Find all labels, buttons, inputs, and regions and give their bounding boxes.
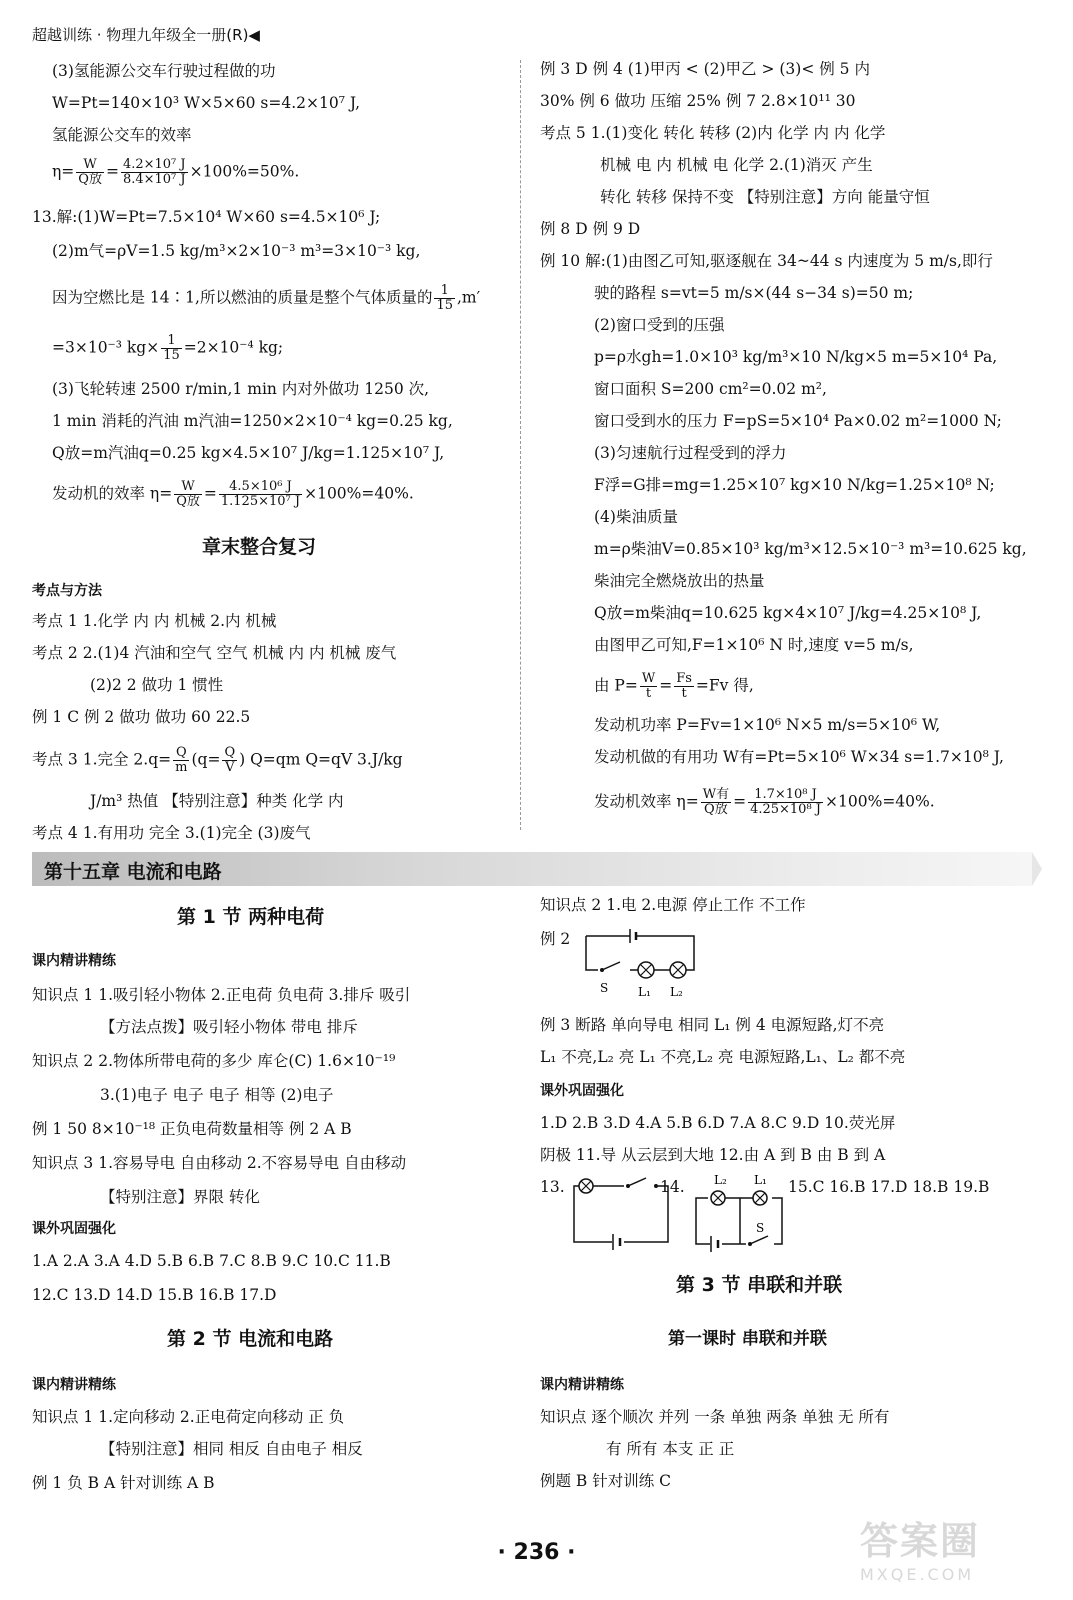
- subsection-title: 课外巩固强化: [32, 1221, 116, 1237]
- text-line: 知识点 3 1.容易导电 自由移动 2.不容易导电 自由移动: [32, 1154, 407, 1172]
- formula-line: =3×10⁻³ kg× $\frac{1}{15}$ =2×10⁻⁴ kg;: [52, 333, 284, 363]
- section-title: 第 3 节 串联和并联: [676, 1274, 843, 1296]
- text-line: 3.(1)电子 电子 电子 相等 (2)电子: [100, 1086, 334, 1104]
- text-line: 窗口面积 S=200 cm²=0.02 m²,: [594, 380, 827, 398]
- text-line: W=Pt=140×10³ W×5×60 s=4.2×10⁷ J,: [52, 94, 361, 112]
- svg-text:L₁: L₁: [754, 1173, 767, 1187]
- text-line: (2)2 2 做功 1 惯性: [90, 676, 224, 694]
- text-line: 考点 5 1.(1)变化 转化 转移 (2)内 化学 内 内 化学: [540, 124, 886, 142]
- subsection-title: 课内精讲精练: [540, 1377, 624, 1393]
- text-line: 15.C 16.B 17.D 18.B 19.B: [788, 1178, 990, 1196]
- formula-line: 由 P= $\frac{W}{t}$ = $\frac{Fs}{t}$ =Fv 得,: [594, 671, 754, 701]
- text-line: 14.: [660, 1178, 685, 1196]
- text-line: 驶的路程 s=vt=5 m/s×(44 s−34 s)=50 m;: [594, 284, 914, 302]
- formula-line: 因为空燃比是 14∶1,所以燃油的质量是整个气体质量的 $\frac{1}{15}$ ,m′: [52, 283, 481, 313]
- text-line: 例 2: [540, 930, 571, 948]
- text-line: F浮=G排=mg=1.25×10⁷ kg×10 N/kg=1.25×10⁸ N;: [594, 476, 995, 494]
- text-line: 例 3 D 例 4 (1)甲丙 < (2)甲乙 > (3)< 例 5 内: [540, 60, 870, 78]
- svg-text:S: S: [756, 1221, 765, 1235]
- text-line: 由图甲乙可知,F=1×10⁶ N 时,速度 v=5 m/s,: [594, 636, 914, 654]
- text-line: 13.: [540, 1178, 565, 1196]
- text-line: 有 所有 本支 正 正: [606, 1440, 735, 1458]
- subsection-title: 课内精讲精练: [32, 1377, 116, 1393]
- text-line: 氢能源公交车的效率: [52, 126, 192, 144]
- formula-line: 发动机效率 η= $\frac{\text{W有}}{\text{Q放}}$ = $\frac{\text{1.7×10⁸ J}}{\text{4.25×10⁸ J}}$ ×100%=40%.: [594, 787, 935, 817]
- text-line: 柴油完全燃烧放出的热量: [594, 572, 765, 590]
- section-title: 第 1 节 两种电荷: [177, 906, 325, 928]
- svg-text:L₂: L₂: [670, 985, 683, 999]
- text-line: (4)柴油质量: [594, 508, 678, 526]
- text-line: 发动机做的有用功 W有=Pt=5×10⁶ W×34 s=1.7×10⁸ J,: [594, 748, 1004, 766]
- formula-line: η= $\frac{W}{\text{Q放}}$ = $\frac{\text{4.2×10⁷ J}}{\text{8.4×10⁷ J}}$ ×100%=50%.: [52, 157, 300, 187]
- text-line: m=ρ柴油V=0.85×10³ kg/m³×12.5×10⁻³ m³=10.625 kg,: [594, 540, 1027, 558]
- svg-text:L₂: L₂: [714, 1173, 727, 1187]
- text-line: 例 8 D 例 9 D: [540, 220, 641, 238]
- text-line: 例题 B 针对训练 C: [540, 1472, 672, 1490]
- circuit-diagram-14: [690, 1172, 788, 1256]
- svg-text:S: S: [600, 981, 609, 995]
- text-line: 知识点 1 1.定向移动 2.正电荷定向移动 正 负: [32, 1408, 345, 1426]
- text-line: (3)匀速航行过程受到的浮力: [594, 444, 787, 462]
- text-line: 1.D 2.B 3.D 4.A 5.B 6.D 7.A 8.C 9.D 10.荧光屏: [540, 1114, 896, 1132]
- text-line: 阴极 11.导 从云层到大地 12.由 A 到 B 由 B 到 A: [540, 1146, 886, 1164]
- text-line: 例 1 50 8×10⁻¹⁸ 正负电荷数量相等 例 2 A B: [32, 1120, 352, 1138]
- text-line: Q放=m柴油q=10.625 kg×4×10⁷ J/kg=4.25×10⁸ J,: [594, 604, 982, 622]
- text-line: 1.A 2.A 3.A 4.D 5.B 6.B 7.C 8.B 9.C 10.C 11.B: [32, 1252, 391, 1270]
- text-line: L₁ 不亮,L₂ 亮 L₁ 不亮,L₂ 亮 电源短路,L₁、L₂ 都不亮: [540, 1048, 906, 1066]
- text-line: 转化 转移 保持不变 【特别注意】方向 能量守恒: [600, 188, 930, 206]
- text-line: (3)氢能源公交车行驶过程做的功: [52, 62, 276, 80]
- subsection-title: 课外巩固强化: [540, 1083, 624, 1099]
- text-line: 发动机功率 P=Fv=1×10⁶ N×5 m/s=5×10⁶ W,: [594, 716, 941, 734]
- text-line: 【特别注意】界限 转化: [100, 1188, 260, 1206]
- text-line: (2)窗口受到的压强: [594, 316, 725, 334]
- text-line: 考点 1 1.化学 内 内 机械 2.内 机械: [32, 612, 277, 630]
- text-line: 窗口受到水的压力 F=pS=5×10⁴ Pa×0.02 m²=1000 N;: [594, 412, 1002, 430]
- text-line: 13.解:(1)W=Pt=7.5×10⁴ W×60 s=4.5×10⁶ J;: [32, 208, 381, 226]
- column-divider: [520, 60, 521, 830]
- text-line: 【特别注意】相同 相反 自由电子 相反: [100, 1440, 363, 1458]
- subsection-title: 考点与方法: [32, 583, 102, 599]
- formula-line: 发动机的效率 η= $\frac{W}{\text{Q放}}$ = $\frac{\text{4.5×10⁶ J}}{\text{1.125×10⁷ J}}$ ×100%=40%.: [52, 479, 414, 509]
- text-line: 机械 电 内 机械 电 化学 2.(1)消灭 产生: [600, 156, 873, 174]
- text-line: 例 1 负 B A 针对训练 A B: [32, 1474, 215, 1492]
- watermark-logo: 答案圈 MXQE.COM: [860, 1519, 981, 1584]
- text-line: 考点 2 2.(1)4 汽油和空气 空气 机械 内 内 机械 废气: [32, 644, 397, 662]
- text-line: 例 10 解:(1)由图乙可知,驱逐舰在 34~44 s 内速度为 5 m/s,即行: [540, 252, 993, 270]
- text-line: 1 min 消耗的汽油 m汽油=1250×2×10⁻⁴ kg=0.25 kg,: [52, 412, 453, 430]
- text-line: 30% 例 6 做功 压缩 25% 例 7 2.8×10¹¹ 30: [540, 92, 856, 110]
- text-line: (3)飞轮转速 2500 r/min,1 min 内对外做功 1250 次,: [52, 380, 430, 398]
- subsection-title: 课内精讲精练: [32, 953, 116, 969]
- banner-arrow-icon: [1032, 852, 1042, 886]
- text-line: Q放=m汽油q=0.25 kg×4.5×10⁷ J/kg=1.125×10⁷ J,: [52, 444, 445, 462]
- text-line: (2)m气=ρV=1.5 kg/m³×2×10⁻³ m³=3×10⁻³ kg,: [52, 242, 421, 260]
- circuit-diagram-ex2: [580, 924, 700, 1002]
- text-line: J/m³ 热值 【特别注意】种类 化学 内: [90, 792, 344, 810]
- page-number: · 236 ·: [497, 1540, 576, 1565]
- text-line: 【方法点拨】吸引轻小物体 带电 排斥: [100, 1018, 358, 1036]
- section-title: 章末整合复习: [202, 536, 317, 558]
- text-line: 知识点 2 2.物体所带电荷的多少 库仑(C) 1.6×10⁻¹⁹: [32, 1052, 396, 1070]
- text-line: 知识点 2 1.电 2.电源 停止工作 不工作: [540, 896, 806, 914]
- text-line: 例 1 C 例 2 做功 做功 60 22.5: [32, 708, 251, 726]
- page-header: 超越训练 · 物理九年级全一册(R)◀: [32, 26, 260, 44]
- text-line: 知识点 逐个顺次 并列 一条 单独 两条 单独 无 所有: [540, 1408, 890, 1426]
- text-line: 例 3 断路 单向导电 相同 L₁ 例 4 电源短路,灯不亮: [540, 1016, 885, 1034]
- text-line: 知识点 1 1.吸引轻小物体 2.正电荷 负电荷 3.排斥 吸引: [32, 986, 411, 1004]
- chapter-title: 第十五章 电流和电路: [44, 861, 222, 883]
- svg-text:L₁: L₁: [638, 985, 651, 999]
- text-line: p=ρ水gh=1.0×10³ kg/m³×10 N/kg×5 m=5×10⁴ Pa,: [594, 348, 998, 366]
- formula-line: 考点 3 1.完全 2.q= $\frac{Q}{m}$ (q= $\frac{Q}{V}$ ) Q=qm Q=qV 3.J/kg: [32, 745, 403, 775]
- subsection-title: 第一课时 串联和并联: [668, 1329, 827, 1349]
- text-line: 考点 4 1.有用功 完全 3.(1)完全 (3)废气: [32, 824, 311, 842]
- section-title: 第 2 节 电流和电路: [167, 1328, 334, 1350]
- chapter-banner: [32, 852, 1032, 886]
- text-line: 12.C 13.D 14.D 15.B 16.B 17.D: [32, 1286, 277, 1304]
